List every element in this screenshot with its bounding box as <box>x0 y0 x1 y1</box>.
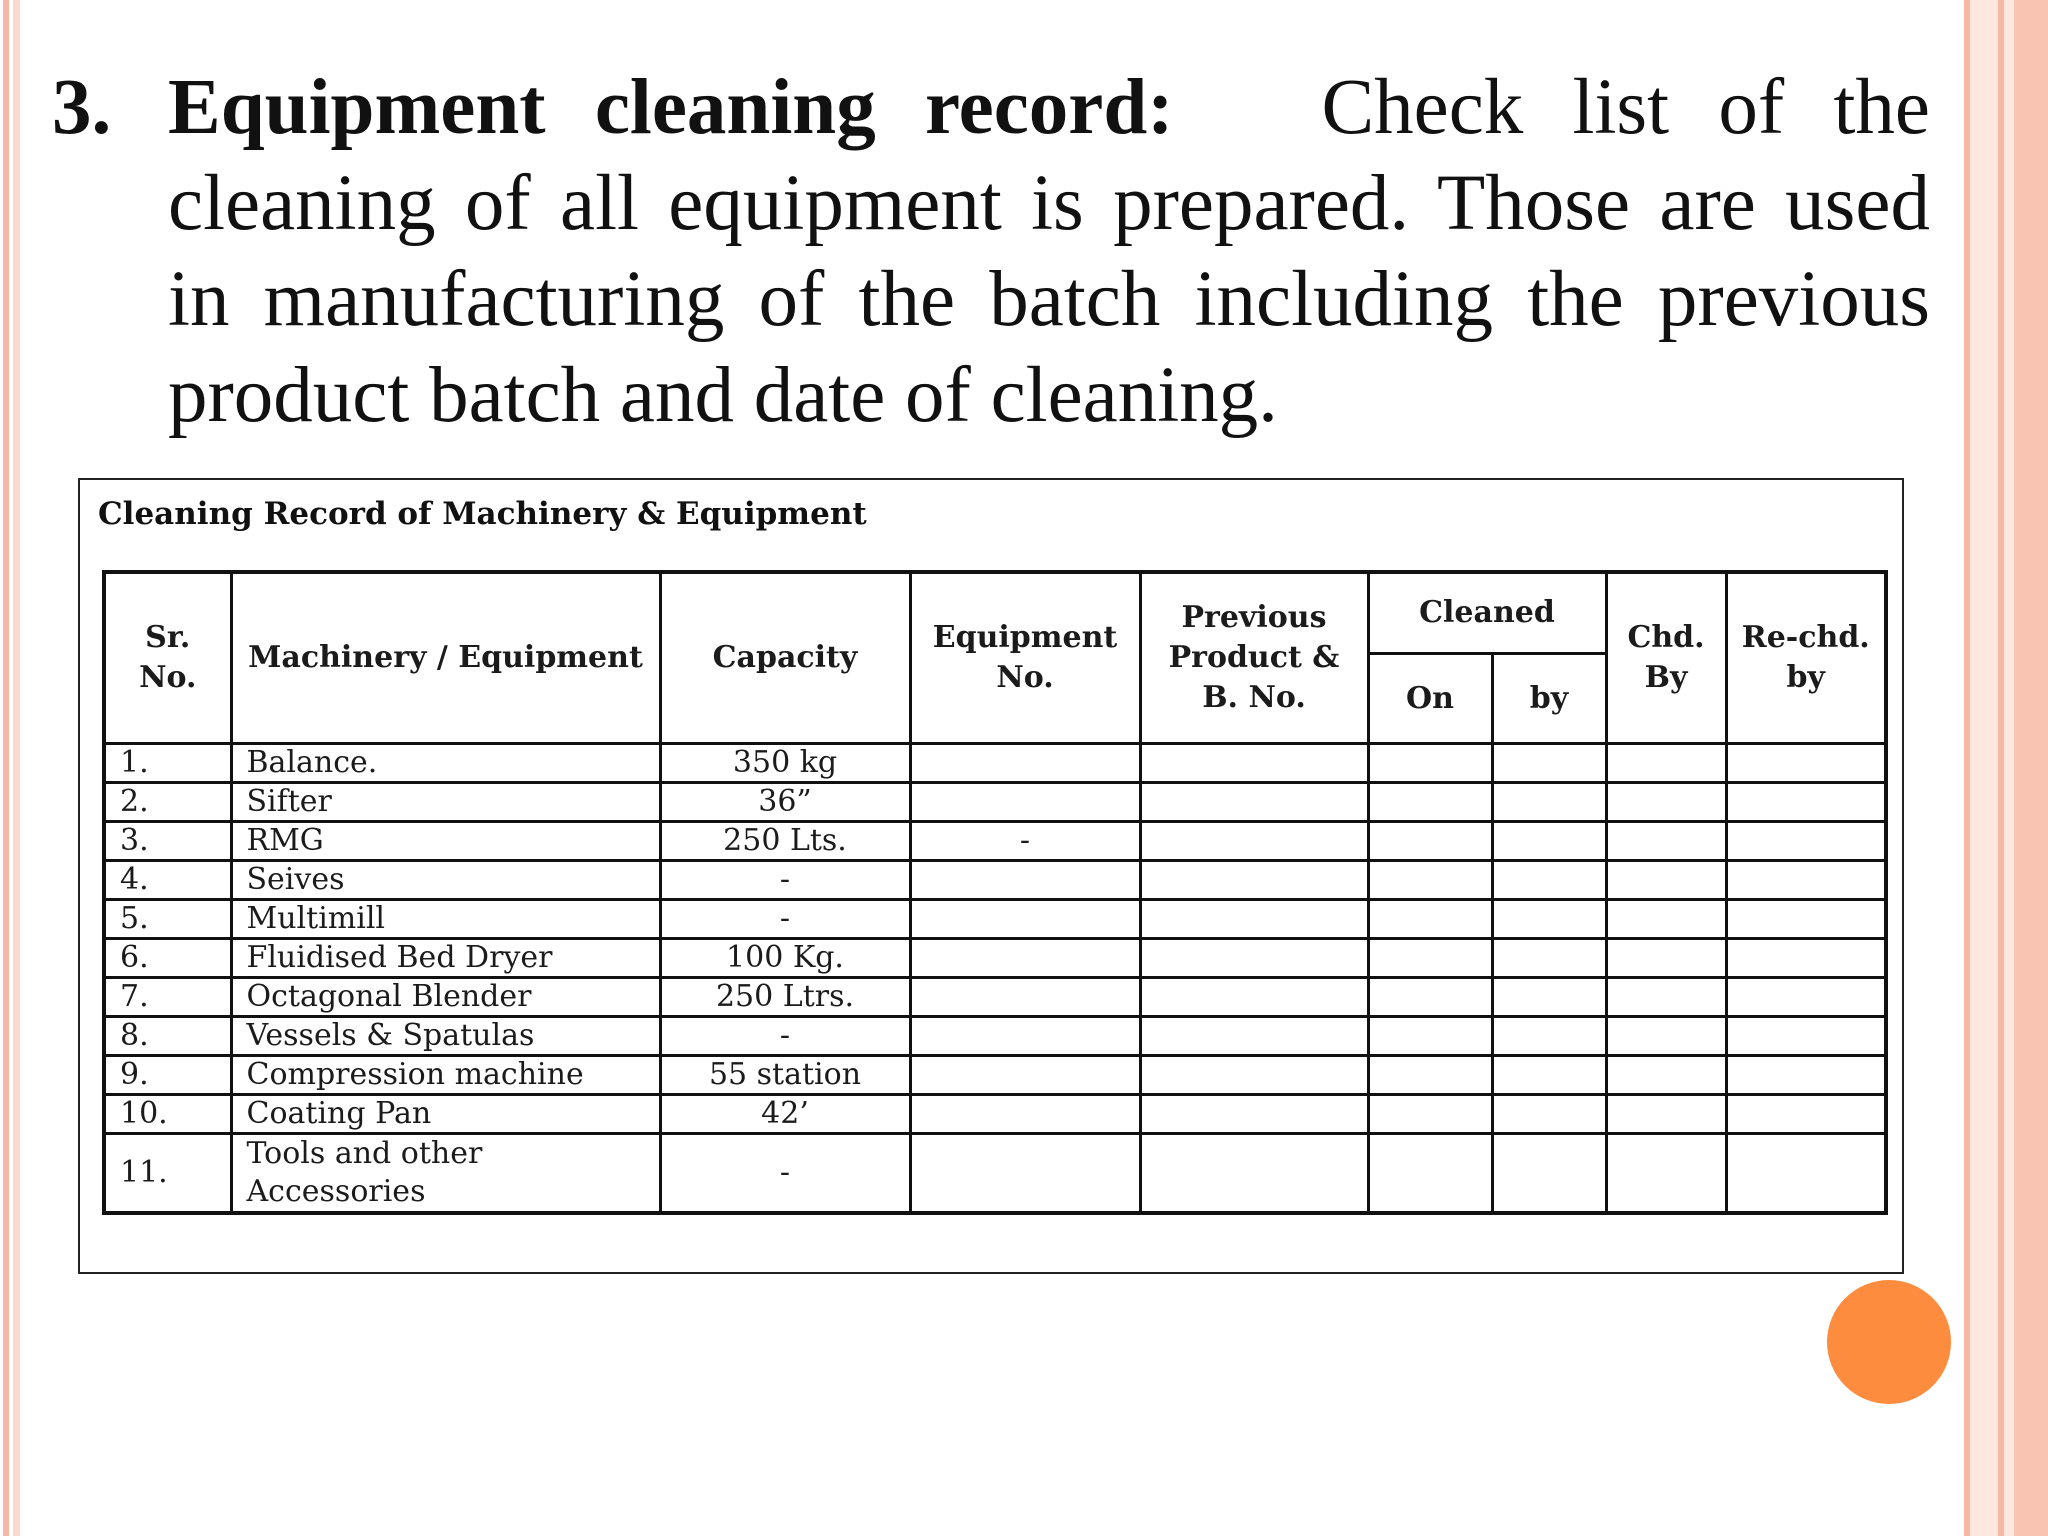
cell-sr: 5. <box>104 900 231 939</box>
table-row <box>104 783 1886 822</box>
cleaning-record-image <box>78 478 1904 1274</box>
cell-rechd-by <box>1726 1017 1886 1056</box>
cell-rechd-by <box>1726 861 1886 900</box>
cell-cleaned-by <box>1492 861 1606 900</box>
cell-capacity: - <box>660 861 910 900</box>
cell-name: Tools and other Accessories <box>231 1134 660 1214</box>
header-chd-by: Chd. By <box>1606 572 1726 744</box>
cell-name: Fluidised Bed Dryer <box>231 939 660 978</box>
cell-cleaned-on <box>1368 744 1492 783</box>
right-decorative-band <box>1964 0 2048 1536</box>
point-body <box>168 60 1930 444</box>
cell-name: Sifter <box>231 783 660 822</box>
header-sr-no: Sr. No. <box>104 572 231 744</box>
cell-equipment-no <box>910 744 1140 783</box>
cell-cleaned-on <box>1368 1134 1492 1214</box>
cell-previous-product <box>1140 978 1368 1017</box>
cell-previous-product <box>1140 1056 1368 1095</box>
cell-capacity: - <box>660 1134 910 1214</box>
point-text: Check list of the cleaning of all equipment is prepared. Those are used in manufacturing of the batch including the previous product batch and date of cleaning. <box>168 64 1930 439</box>
cell-cleaned-by <box>1492 900 1606 939</box>
cell-previous-product <box>1140 1017 1368 1056</box>
table-row <box>104 1134 1886 1214</box>
cell-cleaned-on <box>1368 1056 1492 1095</box>
table-row <box>104 1056 1886 1095</box>
cell-rechd-by <box>1726 1056 1886 1095</box>
cell-chd-by <box>1606 1017 1726 1056</box>
cell-sr: 4. <box>104 861 231 900</box>
left-decorative-stripe <box>0 0 28 1536</box>
cell-equipment-no <box>910 783 1140 822</box>
cell-sr: 8. <box>104 1017 231 1056</box>
table-row <box>104 1095 1886 1134</box>
cell-name: Multimill <box>231 900 660 939</box>
cell-previous-product <box>1140 900 1368 939</box>
header-rechd-by: Re-chd. by <box>1726 572 1886 744</box>
cell-sr: 2. <box>104 783 231 822</box>
cell-chd-by <box>1606 1095 1726 1134</box>
header-previous-product: Previous Product & B. No. <box>1140 572 1368 744</box>
cell-chd-by <box>1606 900 1726 939</box>
table-row <box>104 822 1886 861</box>
cell-capacity: 100 Kg. <box>660 939 910 978</box>
cell-chd-by <box>1606 978 1726 1017</box>
header-equipment-no: Equipment No. <box>910 572 1140 744</box>
cell-cleaned-by <box>1492 1134 1606 1214</box>
cell-previous-product <box>1140 783 1368 822</box>
cell-name: Seives <box>231 861 660 900</box>
cell-sr: 7. <box>104 978 231 1017</box>
cell-capacity: 55 station <box>660 1056 910 1095</box>
cell-previous-product <box>1140 1134 1368 1214</box>
cell-equipment-no <box>910 1134 1140 1214</box>
cell-previous-product <box>1140 822 1368 861</box>
cell-cleaned-by <box>1492 783 1606 822</box>
cell-cleaned-on <box>1368 783 1492 822</box>
cell-chd-by <box>1606 939 1726 978</box>
cell-cleaned-by <box>1492 1056 1606 1095</box>
cell-rechd-by <box>1726 939 1886 978</box>
cell-cleaned-by <box>1492 1017 1606 1056</box>
cell-equipment-no <box>910 1017 1140 1056</box>
cell-chd-by <box>1606 822 1726 861</box>
cell-capacity: 42’ <box>660 1095 910 1134</box>
cell-name: Octagonal Blender <box>231 978 660 1017</box>
cell-chd-by <box>1606 744 1726 783</box>
cell-cleaned-by <box>1492 822 1606 861</box>
cell-chd-by <box>1606 1134 1726 1214</box>
header-cleaned-on: On <box>1368 654 1492 744</box>
header-capacity: Capacity <box>660 572 910 744</box>
cell-sr: 3. <box>104 822 231 861</box>
cell-capacity: - <box>660 900 910 939</box>
header-machinery: Machinery / Equipment <box>231 572 660 744</box>
cell-capacity: 350 kg <box>660 744 910 783</box>
cell-name: Balance. <box>231 744 660 783</box>
table-row <box>104 978 1886 1017</box>
cell-capacity: 250 Ltrs. <box>660 978 910 1017</box>
cell-equipment-no <box>910 1095 1140 1134</box>
table-row <box>104 1017 1886 1056</box>
cell-rechd-by <box>1726 744 1886 783</box>
cell-cleaned-on <box>1368 861 1492 900</box>
cell-previous-product <box>1140 861 1368 900</box>
orange-circle-decoration <box>1827 1280 1951 1404</box>
point-number: 3. <box>52 64 112 151</box>
cell-cleaned-by <box>1492 978 1606 1017</box>
cell-rechd-by <box>1726 1095 1886 1134</box>
cell-name: Vessels & Spatulas <box>231 1017 660 1056</box>
cell-cleaned-on <box>1368 978 1492 1017</box>
cell-cleaned-on <box>1368 939 1492 978</box>
cell-cleaned-on <box>1368 1017 1492 1056</box>
cell-equipment-no <box>910 978 1140 1017</box>
cell-capacity: 250 Lts. <box>660 822 910 861</box>
cell-chd-by <box>1606 783 1726 822</box>
cell-equipment-no <box>910 900 1140 939</box>
cell-capacity: - <box>660 1017 910 1056</box>
cell-cleaned-by <box>1492 939 1606 978</box>
cell-cleaned-on <box>1368 1095 1492 1134</box>
cell-sr: 10. <box>104 1095 231 1134</box>
cell-equipment-no <box>910 1056 1140 1095</box>
cell-chd-by <box>1606 861 1726 900</box>
cell-rechd-by <box>1726 822 1886 861</box>
table-header-row <box>104 572 1886 654</box>
table-row <box>104 861 1886 900</box>
cell-cleaned-by <box>1492 744 1606 783</box>
cell-previous-product <box>1140 744 1368 783</box>
record-title: Cleaning Record of Machinery & Equipment <box>98 496 867 532</box>
cell-cleaned-on <box>1368 900 1492 939</box>
cell-rechd-by <box>1726 1134 1886 1214</box>
cell-previous-product <box>1140 939 1368 978</box>
cell-sr: 9. <box>104 1056 231 1095</box>
header-cleaned-by: by <box>1492 654 1606 744</box>
cell-sr: 11. <box>104 1134 231 1214</box>
cell-cleaned-on <box>1368 822 1492 861</box>
table-row <box>104 939 1886 978</box>
cell-name: Coating Pan <box>231 1095 660 1134</box>
point-lead: Equipment cleaning record: <box>168 64 1174 151</box>
cell-sr: 6. <box>104 939 231 978</box>
cell-chd-by <box>1606 1056 1726 1095</box>
cell-cleaned-by <box>1492 1095 1606 1134</box>
cell-rechd-by <box>1726 900 1886 939</box>
header-cleaned: Cleaned <box>1368 572 1606 654</box>
cell-previous-product <box>1140 1095 1368 1134</box>
cell-name: Compression machine <box>231 1056 660 1095</box>
cell-capacity: 36” <box>660 783 910 822</box>
table-row <box>104 744 1886 783</box>
cell-name: RMG <box>231 822 660 861</box>
cleaning-record-table <box>102 570 1888 1215</box>
cell-equipment-no: - <box>910 822 1140 861</box>
table-row <box>104 900 1886 939</box>
cell-rechd-by <box>1726 783 1886 822</box>
cell-equipment-no <box>910 939 1140 978</box>
cell-sr: 1. <box>104 744 231 783</box>
cell-equipment-no <box>910 861 1140 900</box>
slide-point <box>52 60 1930 444</box>
cell-rechd-by <box>1726 978 1886 1017</box>
